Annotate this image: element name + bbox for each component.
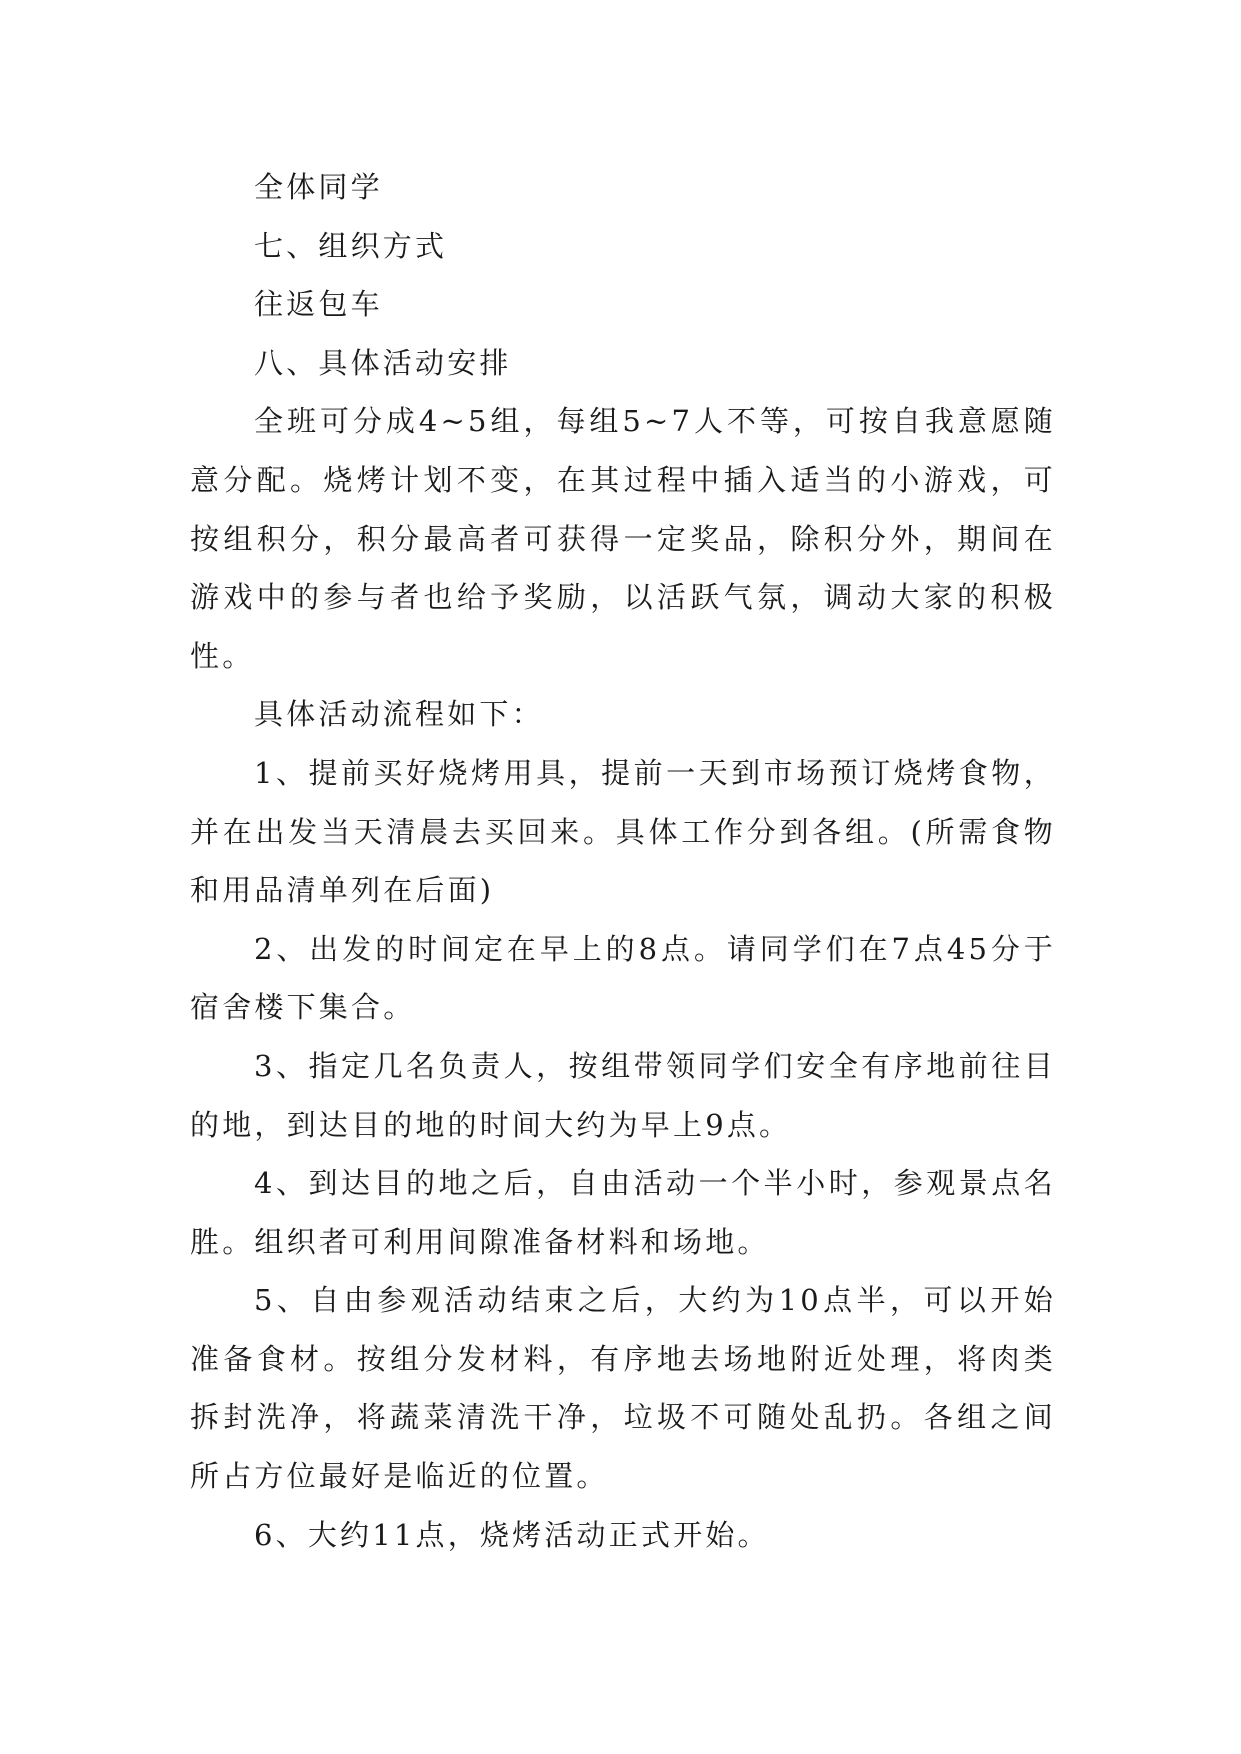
section-heading-arrangement: 八、具体活动安排 [254,345,512,380]
step-1: 1、提前买好烧烤用具，提前一天到市场预订烧烤食物，并在出发当天清晨去买回来。具体工作分到各组。(所需食物和用品清单列在后面) [190,755,1056,908]
step-6: 6、大约11点，烧烤活动正式开始。 [254,1517,770,1552]
section-heading-organization: 七、组织方式 [254,228,448,263]
step-3: 3、指定几名负责人，按组带领同学们安全有序地前往目的地，到达目的地的时间大约为早上9点。 [190,1048,1056,1142]
step-4: 4、到达目的地之后，自由活动一个半小时，参观景点名胜。组织者可利用间隙准备材料和场地。 [190,1166,1056,1259]
grouping-paragraph: 全班可分成4~5组，每组5~7人不等，可按自我意愿随意分配。烧烤计划不变，在其过程中插入适当的小游戏，可按组积分，积分最高者可获得一定奖品，除积分外，期间在游戏中的参与者也给予奖励，以活跃气氛，调动大家的积极性。 [190,404,1056,673]
organization-text: 往返包车 [254,287,383,322]
process-intro: 具体活动流程如下： [254,697,544,732]
document-body [190,158,1056,1564]
step-2: 2、出发的时间定在早上的8点。请同学们在7点45分于宿舍楼下集合。 [190,931,1056,1025]
participants-text: 全体同学 [254,170,383,204]
step-5: 5、自由参观活动结束之后，大约为10点半，可以开始准备食材。按组分发材料，有序地去场地附近处理，将肉类拆封洗净，将蔬菜清洗干净，垃圾不可随处乱扔。各组之间所占方位最好是临近的位置。 [190,1283,1056,1494]
